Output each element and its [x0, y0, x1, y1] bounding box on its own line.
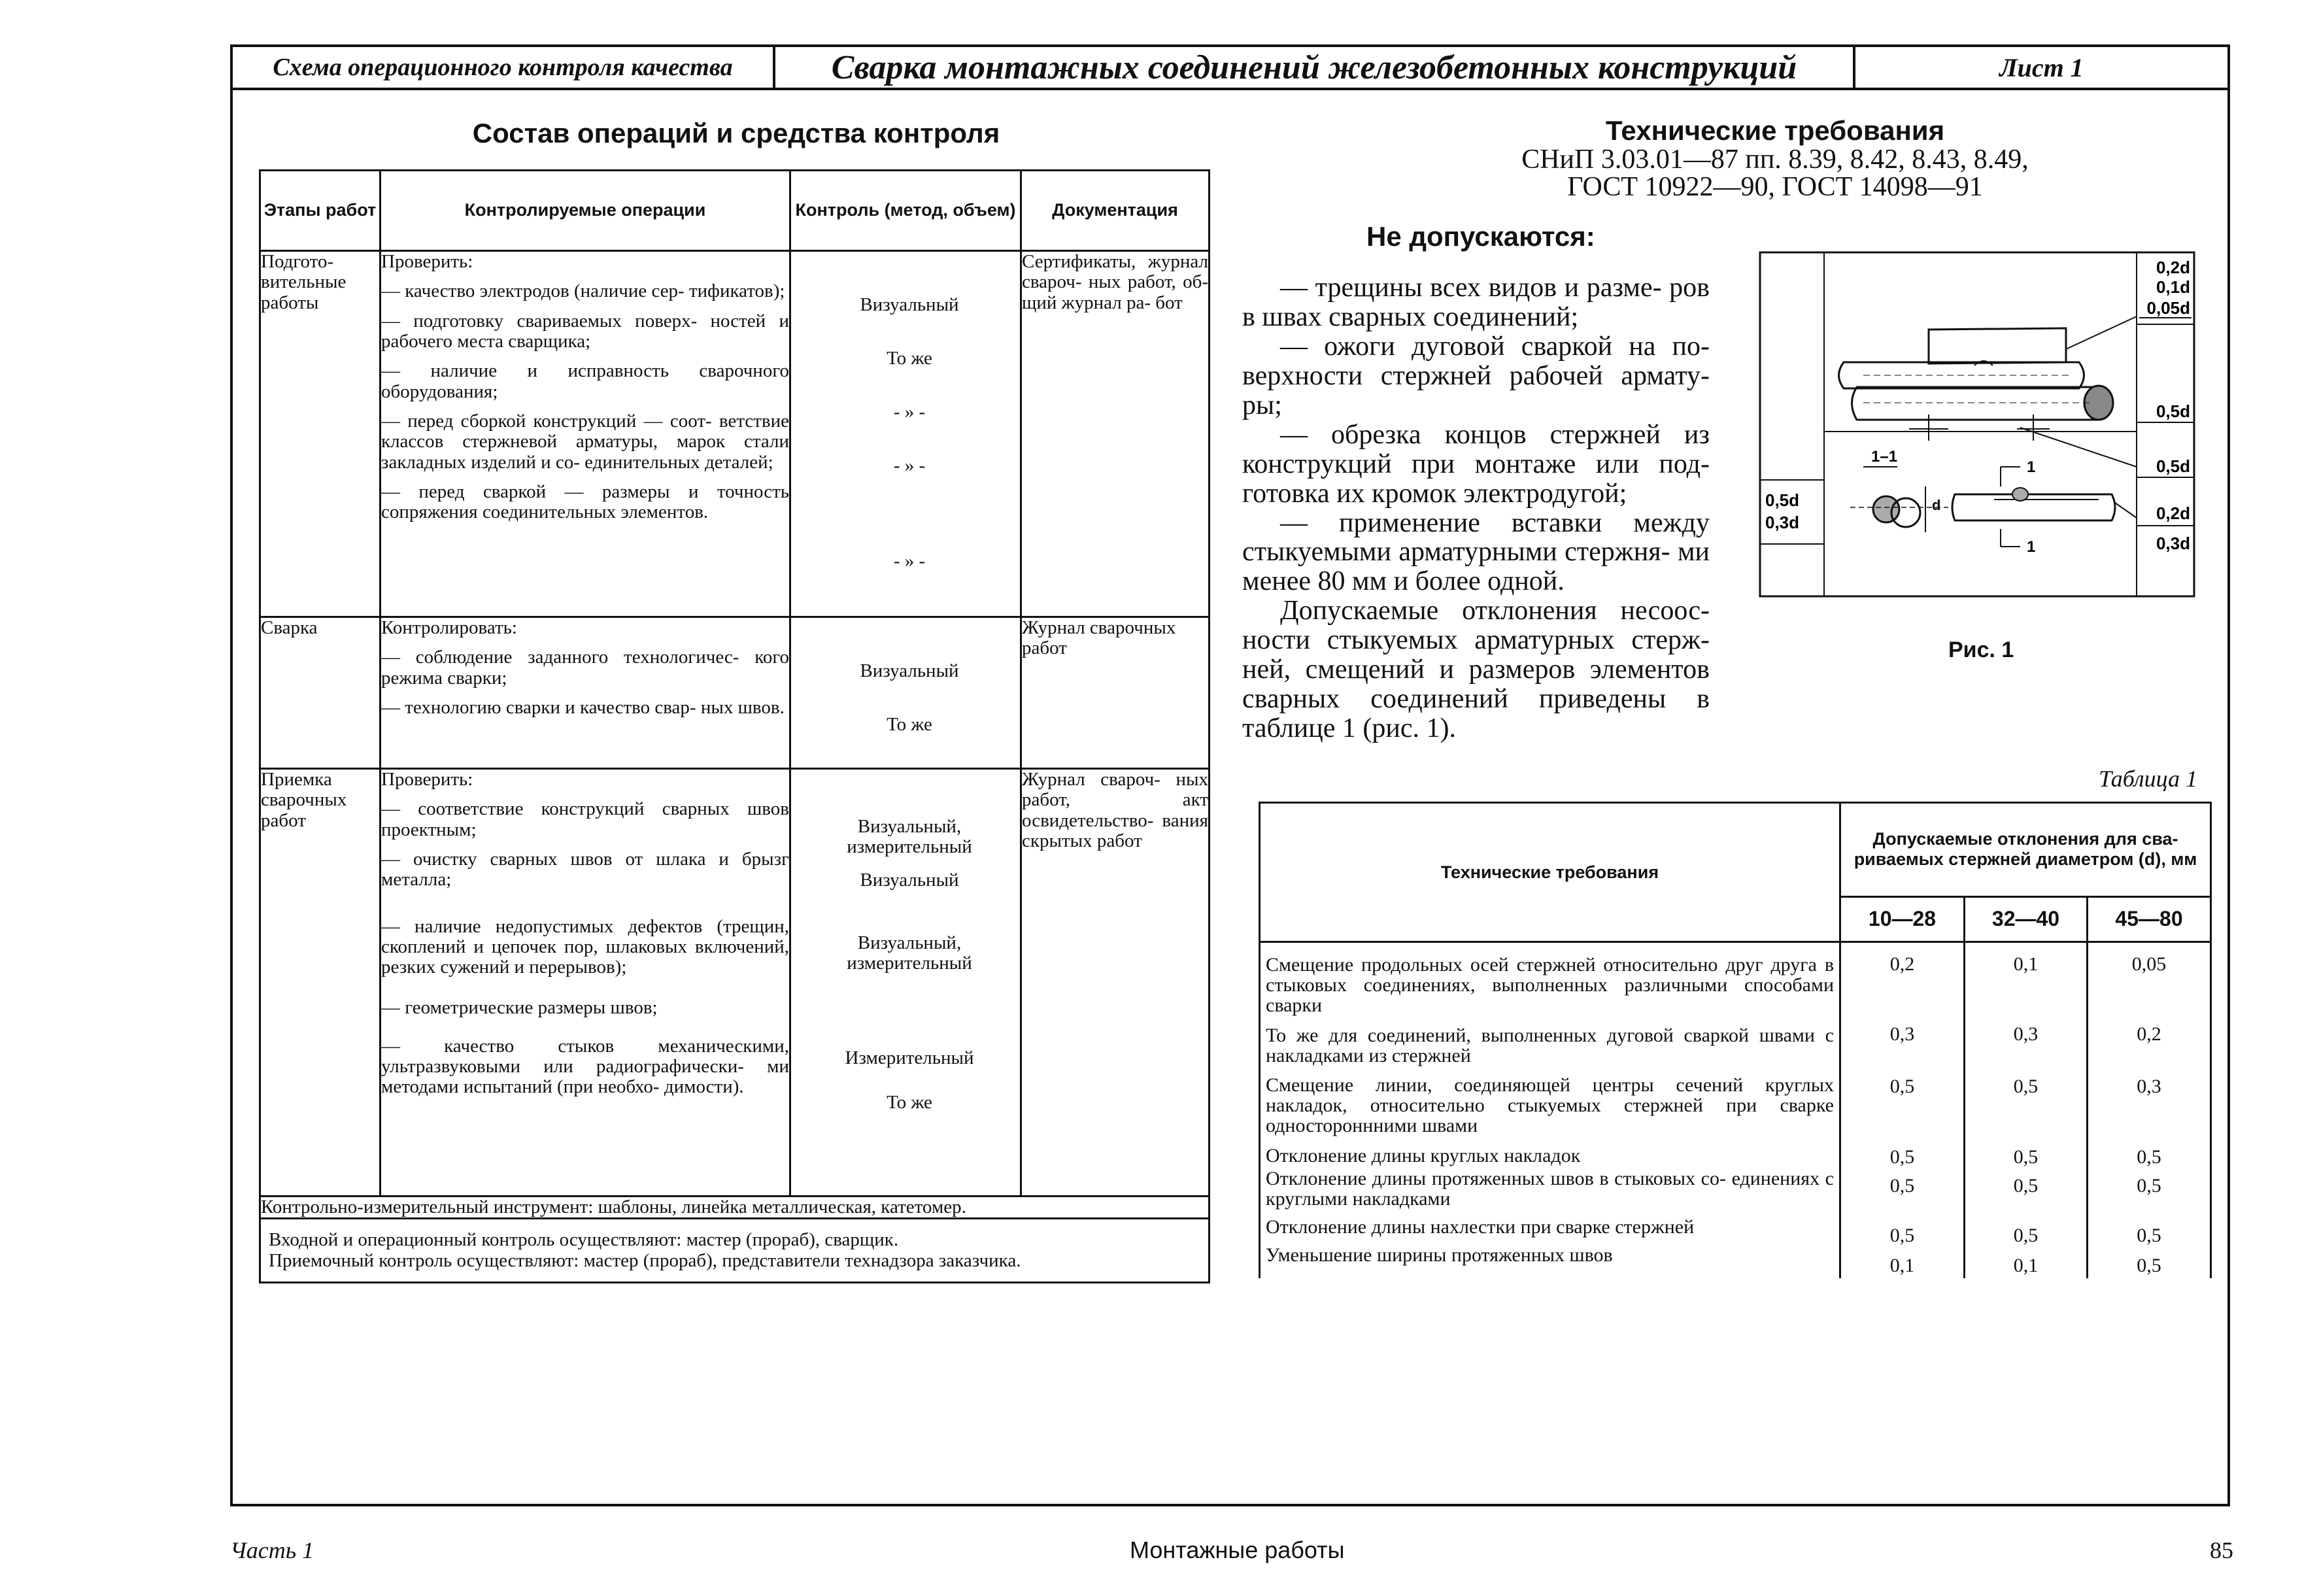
- operations-table: [259, 169, 1210, 1283]
- figure-caption: Рис. 1: [1948, 637, 2014, 662]
- value-cell: 0,3: [1889, 1023, 1915, 1045]
- operation-item: — качество электродов (наличие сер- тификатов);: [381, 280, 785, 302]
- col-header-range: 10—28: [1840, 896, 1965, 942]
- figure-section-label: 1–1: [1871, 448, 1898, 466]
- header-scheme-title: Схема операционного контроля качества: [233, 47, 775, 88]
- page-number: 85: [2210, 1537, 2233, 1563]
- value-cell: 0,3: [2137, 1076, 2161, 1097]
- value-cell: 0,1: [2013, 953, 2039, 975]
- control-method: Визуальный, измерительный: [847, 932, 972, 974]
- value-cell: 0,5: [2013, 1146, 2039, 1168]
- value-cell: 0,1: [2013, 1255, 2039, 1276]
- col-header-range: 32—40: [1965, 896, 2088, 942]
- control-method: Визуальный: [860, 660, 959, 681]
- table-row: [260, 1197, 1210, 1219]
- footer-part: Часть 1: [230, 1537, 314, 1563]
- requirement-cell: То же для соединений, выполненных дуговой сваркой швами с накладками из стержней: [1266, 1024, 1834, 1066]
- documentation-cell: Журнал сварочных работ: [1021, 617, 1210, 769]
- operation-item: — технологию сварки и качество свар- ных швов.: [381, 696, 785, 718]
- deviation-table-header: [1260, 803, 2211, 897]
- operation-item: — наличие недопустимых дефектов (трещин, скоплений и цепочек пор, шлаковых включений, резких сужений и перерывов);: [381, 915, 789, 978]
- requirement-cell: Смещение продольных осей стержней относительно друг друга в стыковых соединениях, выполненных различными способами сварки: [1266, 954, 1834, 1017]
- col-header-range: 45—80: [2088, 896, 2211, 942]
- operation-lead: Проверить:: [381, 769, 473, 790]
- control-method: Визуальный: [860, 870, 959, 891]
- value-cell: 0,5: [1889, 1146, 1915, 1168]
- col-header-operations: Контролируемые операции: [381, 171, 790, 251]
- operation-item: — соответствие конструкций сварных швов проектным;: [381, 798, 789, 840]
- control-method: Визуальный, измерительный: [847, 816, 972, 858]
- figure-label-right: 0,2d: [2156, 258, 2190, 277]
- tech-requirements-title: Технические требования: [1605, 115, 1945, 146]
- figure-label-right: 0,2d: [2156, 503, 2190, 523]
- stage-cell: Приемка сварочных работ: [260, 769, 381, 1197]
- operations-cell: [381, 769, 790, 1197]
- table-row: [260, 251, 1210, 617]
- weld-joint-figure: [1759, 251, 2195, 598]
- documentation-cell: Сертификаты, журнал свароч- ных работ, об- щий журнал ра- бот: [1021, 251, 1210, 617]
- control-method: Измерительный: [845, 1047, 974, 1068]
- figure-label-right: 0,1d: [2156, 277, 2190, 297]
- operation-item: — качество стыков механическими, ультразвуковыми или радиографически- ми методами испытаний (при необхо- димости).: [381, 1035, 789, 1098]
- figure-cut-label-bottom: 1: [2027, 538, 2036, 556]
- table-row: [260, 1219, 1210, 1283]
- control-line: Входной и операционный контроль осуществляют: мастер (прораб), сварщик.: [269, 1229, 899, 1251]
- col-header-documentation: Документация: [1021, 171, 1210, 251]
- value-cell: 0,5: [1889, 1076, 1915, 1097]
- control-cell: [790, 617, 1021, 769]
- operations-table-header: [260, 171, 1210, 251]
- operation-item: — геометрические размеры швов;: [381, 996, 658, 1018]
- value-cell: 0,5: [2013, 1175, 2039, 1197]
- header-sheet-number: Лист 1: [1999, 52, 2084, 82]
- control-method: - » -: [893, 551, 926, 571]
- operation-lead: Контролировать:: [381, 617, 517, 638]
- operation-item: — наличие и исправность сварочного оборудования;: [381, 360, 789, 402]
- operations-cell: [381, 251, 790, 617]
- value-cell: 0,3: [2013, 1023, 2039, 1045]
- value-cell: 0,5: [2137, 1255, 2161, 1276]
- stage-cell: Подгото- вительные работы: [260, 251, 381, 617]
- table-row: [260, 617, 1210, 769]
- footer-section: Монтажные работы: [1130, 1537, 1345, 1563]
- operation-lead: Проверить:: [381, 251, 473, 272]
- figure-cut-label-top: 1: [2027, 458, 2036, 476]
- col-header-stages: Этапы работ: [260, 171, 381, 251]
- documentation-cell: Журнал свароч- ных работ, акт освидетельство- вания скрытых работ: [1021, 769, 1210, 1197]
- figure-label-left: 0,5d: [1765, 490, 1800, 510]
- operations-section-title: Состав операций и средства контроля: [472, 118, 1000, 148]
- control-method: То же: [887, 714, 932, 735]
- value-cell: 0,5: [2013, 1225, 2039, 1246]
- figure-label-right: 0,05d: [2146, 298, 2190, 318]
- col-header-requirements: Технические требования: [1260, 803, 1840, 942]
- control-line: Приемочный контроль осуществляют: мастер (прораб), представители технадзора заказчика.: [269, 1249, 1021, 1271]
- value-cell: 0,5: [2137, 1225, 2161, 1246]
- control-method: То же: [887, 1092, 932, 1113]
- figure-label-right: 0,5d: [2156, 401, 2190, 421]
- value-cell: 0,5: [2137, 1146, 2161, 1168]
- requirement-cell: Смещение линии, соединяющей центры сечений круглых накладок, относительно стыкуемых стержней при сварке одностороннними швами: [1266, 1074, 1834, 1137]
- table-row: [260, 769, 1210, 1197]
- value-cell: 0,5: [2013, 1076, 2039, 1097]
- operation-item: — очистку сварных швов от шлака и брызг металла;: [381, 848, 789, 891]
- control-method: Визуальный: [860, 294, 959, 315]
- requirement-paragraph: — ожоги дуговой сваркой на по- верхности стержней рабочей армату- ры;: [1242, 331, 1710, 420]
- instrument-note: Контрольно-измерительный инструмент: шаблоны, линейка металлическая, катетомер.: [260, 1197, 1210, 1219]
- deviation-table: [1259, 802, 2212, 1278]
- control-cell: [790, 251, 1021, 617]
- value-cell: 0,2: [2137, 1023, 2161, 1045]
- tech-norms-line: ГОСТ 10922—90, ГОСТ 14098—91: [1567, 172, 1983, 202]
- requirement-cell: Отклонение длины протяженных швов в стыковых со- единениях с круглыми накладками: [1266, 1167, 1834, 1210]
- requirement-paragraph: — обрезка концов стержней из конструкций при монтаже или под- готовка их кромок электродугой;: [1242, 419, 1710, 509]
- requirement-paragraph: — применение вставки между стыкуемыми арматурными стержня- ми менее 80 мм и более одной.: [1242, 507, 1710, 597]
- not-allowed-heading: Не допускаются:: [1366, 221, 1595, 252]
- table1-caption: Таблица 1: [2099, 766, 2198, 792]
- control-method: - » -: [893, 401, 926, 422]
- requirements-text: [1242, 273, 1710, 743]
- control-method: - » -: [893, 455, 926, 476]
- control-cell: [790, 769, 1021, 1197]
- value-cell: 0,1: [1889, 1255, 1915, 1276]
- value-cell: 0,5: [2137, 1175, 2161, 1197]
- tech-norms-line: СНиП 3.03.01—87 пп. 8.39, 8.42, 8.43, 8.49,: [1521, 144, 2029, 175]
- requirement-cell: Отклонение длины круглых накладок: [1266, 1144, 1581, 1166]
- col-header-deviations: Допускаемые отклонения для сва- риваемых стержней диаметром (d), мм: [1840, 803, 2211, 897]
- control-method: То же: [887, 348, 932, 369]
- operation-item: — перед сборкой конструкций — соот- ветствие классов стержневой арматуры, марок стали закладных изделий и со- единительных деталей;: [381, 410, 789, 473]
- value-cell: 0,05: [2131, 953, 2167, 975]
- value-cell: 0,5: [1889, 1225, 1915, 1246]
- stage-cell: Сварка: [260, 617, 381, 769]
- requirement-paragraph: Допускаемые отклонения несоос- ности стыкуемых арматурных стерж- ней, смещений и размеров элементов сварных соединений приведены в таблице 1 (рис. 1).: [1242, 596, 1710, 744]
- operations-cell: [381, 617, 790, 769]
- requirement-cell: Отклонение длины нахлестки при сварке стержней: [1266, 1216, 1695, 1238]
- operation-item: — подготовку свариваемых поверх- ностей и рабочего места сварщика;: [381, 310, 789, 352]
- sheet-header: [233, 47, 2227, 90]
- operation-item: — соблюдение заданного технологичес- кого режима сварки;: [381, 647, 789, 688]
- figure-label-left: 0,3d: [1765, 513, 1800, 532]
- table-row: [1260, 942, 2211, 1279]
- header-main-title: Сварка монтажных соединений железобетонных конструкций: [775, 47, 1855, 88]
- requirement-paragraph: — трещины всех видов и разме- ров в швах сварных соединений;: [1242, 273, 1710, 332]
- figure-label-right: 0,5d: [2156, 456, 2190, 476]
- operation-item: — перед сваркой — размеры и точность сопряжения соединительных элементов.: [381, 481, 789, 523]
- requirement-cell: Уменьшение ширины протяженных швов: [1266, 1244, 1613, 1266]
- control-responsibility-note: [260, 1219, 1210, 1283]
- value-cell: 0,5: [1889, 1175, 1915, 1197]
- col-header-control: Контроль (метод, объем): [790, 171, 1021, 251]
- figure-d-label: d: [1932, 497, 1941, 513]
- value-cell: 0,2: [1889, 953, 1915, 975]
- figure-label-right: 0,3d: [2156, 534, 2190, 553]
